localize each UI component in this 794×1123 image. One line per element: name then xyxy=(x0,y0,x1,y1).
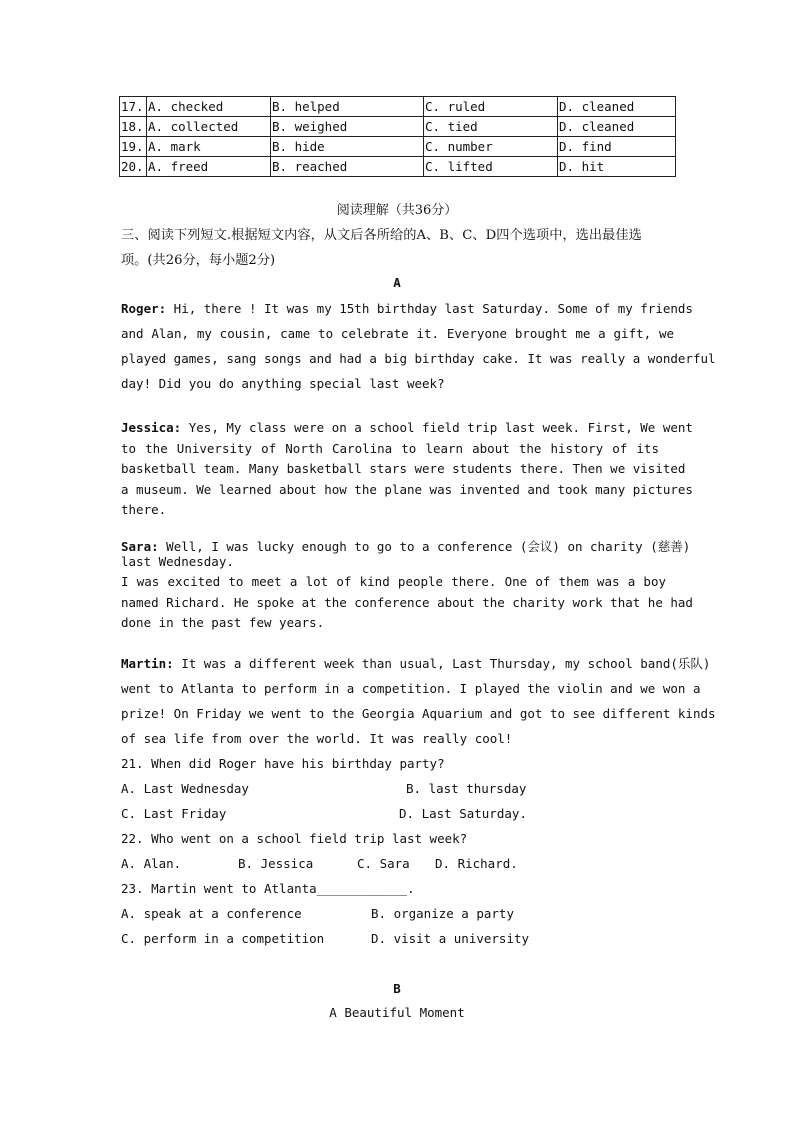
paragraph-line: Yes, My class were on a school field trip last week. First, We went xyxy=(181,420,693,435)
option-c: C. lifted xyxy=(424,157,558,177)
passage-a-label: A xyxy=(393,275,401,290)
sara-paragraph xyxy=(121,538,693,634)
martin-paragraph xyxy=(121,651,716,751)
question-21-stem: 21. When did Roger have his birthday party? xyxy=(121,756,445,771)
passage-b-label: B xyxy=(393,981,401,996)
question-number: 17. xyxy=(120,97,147,117)
question-21-option-b: B. last thursday xyxy=(406,781,527,796)
paragraph-line: I was excited to meet a lot of kind people there. One of them was a boy xyxy=(121,574,666,589)
paragraph-line: went to Atlanta to perform in a competition. I played the violin and we won a xyxy=(121,681,701,696)
question-23-option-b: B. organize a party xyxy=(371,906,514,921)
speaker-name: Jessica: xyxy=(121,420,182,435)
speaker-name: Sara: xyxy=(121,539,159,554)
option-d: D. find xyxy=(558,137,676,157)
table-row xyxy=(120,97,676,117)
table-row xyxy=(120,137,676,157)
jessica-paragraph xyxy=(121,418,693,521)
question-23-option-a: A. speak at a conference xyxy=(121,906,302,921)
passage-b-title: A Beautiful Moment xyxy=(329,1005,465,1020)
paragraph-line: Hi, there ! It was my 15th birthday last Saturday. Some of my friends xyxy=(166,301,693,316)
option-d: D. cleaned xyxy=(558,117,676,137)
question-23-stem xyxy=(121,881,415,896)
question-22-option-a: A. Alan. xyxy=(121,856,182,871)
question-22-option-d: D. Richard. xyxy=(435,856,518,871)
paragraph-line: prize! On Friday we went to the Georgia Aquarium and got to see different kinds xyxy=(121,706,716,721)
paragraph-line: there. xyxy=(121,502,167,518)
paragraph-line: last Wednesday. xyxy=(121,554,234,569)
instructions-line-2: 项。(共26分，每小题2分) xyxy=(121,253,276,268)
question-stem-end: . xyxy=(406,881,415,896)
question-22-option-b: B. Jessica xyxy=(238,856,314,871)
option-a: A. collected xyxy=(147,117,271,137)
option-c: C. ruled xyxy=(424,97,558,117)
paragraph-line: to the University of North Carolina to learn about the history of its xyxy=(121,440,659,456)
roger-paragraph xyxy=(121,296,716,396)
question-21-option-a: A. Last Wednesday xyxy=(121,781,249,796)
question-number: 20. xyxy=(120,157,147,177)
paragraph-line: Well, I was lucky enough to go to a conference (会议) on charity (慈善) xyxy=(158,539,691,554)
option-c: C. tied xyxy=(424,117,558,137)
question-21-option-c: C. Last Friday xyxy=(121,806,227,821)
option-b: B. reached xyxy=(271,157,424,177)
table-row xyxy=(120,117,676,137)
paragraph-line: basketball team. Many basketball stars were students there. Then we visited xyxy=(121,461,686,477)
question-stem-text: 23. Martin went to Atlanta xyxy=(121,881,317,896)
question-23-option-d: D. visit a university xyxy=(371,931,530,946)
options-table xyxy=(119,96,676,177)
option-d: D. cleaned xyxy=(558,97,676,117)
option-b: B. helped xyxy=(271,97,424,117)
speaker-name: Roger: xyxy=(121,301,167,316)
option-b: B. weighed xyxy=(271,117,424,137)
question-21-option-d: D. Last Saturday. xyxy=(399,806,527,821)
paragraph-line: named Richard. He spoke at the conference about the charity work that he had xyxy=(121,594,693,610)
instructions-line-1: 三、阅读下列短文.根据短文内容，从文后各所给的A、B、C、D四个选项中，选出最佳选 xyxy=(121,228,642,243)
question-number: 19. xyxy=(120,137,147,157)
paragraph-line: of sea life from over the world. It was really cool! xyxy=(121,731,513,746)
question-23-option-c: C. perform in a competition xyxy=(121,931,325,946)
paragraph-line: and Alan, my cousin, came to celebrate it. Everyone brought me a gift, we xyxy=(121,326,674,341)
paragraph-line: played games, sang songs and had a big birthday cake. It was really a wonderful xyxy=(121,351,716,366)
paragraph-line: a museum. We learned about how the plane was invented and took many pictures xyxy=(121,481,693,497)
option-c: C. number xyxy=(424,137,558,157)
question-number: 18. xyxy=(120,117,147,137)
option-b: B. hide xyxy=(271,137,424,157)
option-a: A. freed xyxy=(147,157,271,177)
table-row xyxy=(120,157,676,177)
paragraph-line: It was a different week than usual, Last Thursday, my school band(乐队) xyxy=(173,656,711,671)
option-d: D. hit xyxy=(558,157,676,177)
paragraph-line: day! Did you do anything special last week? xyxy=(121,376,445,391)
question-22-stem: 22. Who went on a school field trip last week? xyxy=(121,831,468,846)
section-title: 阅读理解（共36分） xyxy=(336,203,458,218)
speaker-name: Martin: xyxy=(121,656,174,671)
paragraph-line: done in the past few years. xyxy=(121,615,325,630)
question-22-option-c: C. Sara xyxy=(357,856,410,871)
option-a: A. checked xyxy=(147,97,271,117)
option-a: A. mark xyxy=(147,137,271,157)
answer-blank: ____________ xyxy=(316,881,407,896)
